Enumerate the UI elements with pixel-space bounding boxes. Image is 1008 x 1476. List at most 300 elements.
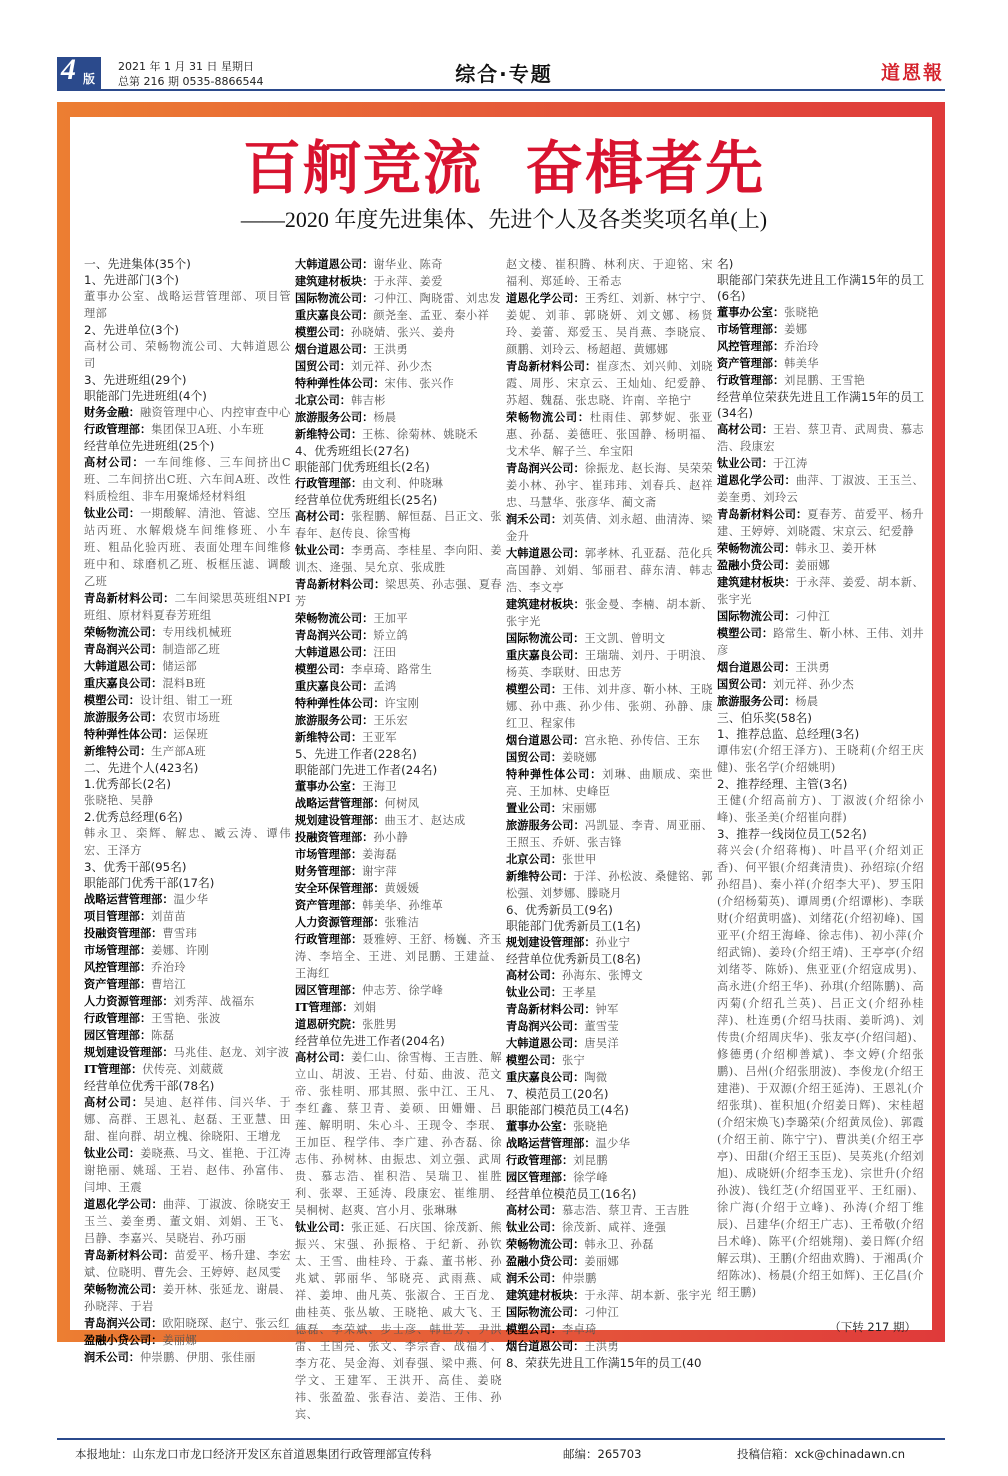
- unit-label: 国贸公司：: [506, 750, 562, 764]
- section-title: 综合·专题: [455, 62, 553, 86]
- unit-label: 道恩化学公司：: [506, 291, 585, 305]
- names: 刘元祥、孙少杰: [772, 678, 855, 691]
- unit-label: 烟台道恩公司：: [295, 342, 374, 356]
- award-entry: [506, 800, 713, 817]
- award-entry: [506, 596, 713, 630]
- award-entry: [295, 426, 502, 443]
- award-entry: [295, 880, 502, 897]
- unit-label: 旅游服务公司：: [295, 410, 374, 424]
- unit-label: 行政管理部：: [717, 373, 785, 387]
- unit-label: 建筑建材板块：: [506, 597, 585, 611]
- names: 张程鹏、解恒磊、吕正文、张春年、赵传良、徐雪梅: [295, 510, 502, 540]
- unit-label: 旅游服务公司：: [295, 713, 374, 727]
- names: 徐茂新、咸祥、逄强: [561, 1221, 667, 1234]
- unit-label: 荣畅物流公司：: [84, 1282, 163, 1296]
- award-entry: [295, 729, 502, 746]
- award-entry: [295, 307, 502, 324]
- names: 姜丽娜: [795, 559, 831, 572]
- names: 于永萍、姜爱: [373, 275, 443, 288]
- unit-label: 道恩化学公司：: [717, 473, 796, 487]
- award-entry: [717, 540, 924, 557]
- unit-label: 青岛新材料公司：: [84, 1248, 175, 1262]
- unit-label: 大韩道恩公司：: [84, 659, 163, 673]
- unit-label: 模塑公司：: [506, 682, 563, 696]
- award-entry: [84, 421, 291, 438]
- names: 杜雨佳、郭梦妮、张亚惠、孙磊、姜德旺、张国静、杨明福、戈术华、解子兰、牟宝阳: [506, 411, 713, 458]
- section-heading: 1、推荐总监、总经理(3名): [717, 727, 860, 741]
- award-entry: [84, 993, 291, 1010]
- names: 于永萍、姜爱、胡本新、张宇光: [717, 576, 924, 606]
- names: 宋丽娜: [561, 802, 597, 815]
- section-heading: 职能部门先进工作者(24名): [295, 763, 438, 777]
- award-entry: [506, 647, 713, 681]
- award-entry: [506, 409, 713, 460]
- names: 徐学峰: [573, 1171, 608, 1184]
- award-entry: [84, 1010, 291, 1027]
- award-entry: [295, 829, 502, 846]
- names: 欧阳晓琛、赵宁、张云红: [162, 1317, 290, 1330]
- names: 杨晨: [373, 411, 397, 424]
- names: 李勇高、李桂星、李向阳、姜训杰、逄强、吴允京、张成胜: [295, 544, 502, 574]
- unit-label: 投融资管理部：: [295, 830, 374, 844]
- names: 王文凯、曾明文: [584, 632, 666, 645]
- names: 孙海东、张博文: [561, 969, 644, 982]
- award-entry: [295, 812, 502, 829]
- unit-label: 钛业公司：: [506, 985, 562, 999]
- names: 王洪勇: [584, 1340, 620, 1353]
- unit-label: 钛业公司：: [295, 543, 352, 557]
- names: 赵文楼、崔积腾、林利庆、于迎铭、宋福利、郑延岭、王希志: [506, 258, 713, 288]
- section-heading: 职能部门优秀干部(17名): [84, 876, 215, 890]
- unit-label: 规划建设管理部：: [84, 1045, 174, 1059]
- section-heading: 3、先进班组(29个): [84, 373, 187, 387]
- unit-label: 荣畅物流公司：: [295, 611, 374, 625]
- names: 韩永卫、姜开林: [795, 542, 877, 555]
- names: 王洪勇: [795, 661, 831, 674]
- unit-label: 建筑建材板块：: [506, 1288, 585, 1302]
- edition-badge: [57, 53, 101, 89]
- names: 姜晓燕、马文、崔艳、于江涛谢艳丽、姚瑶、王岩、赵伟、孙富伟、闫坤、王震: [84, 1147, 291, 1194]
- award-entry: [84, 1332, 291, 1349]
- names: 张胜男: [362, 1018, 397, 1031]
- award-entry: [506, 1001, 713, 1018]
- award-entry: [295, 999, 502, 1016]
- names: 刘琳、曲顺成、栾世亮、王加林、史峰臣: [506, 768, 713, 798]
- unit-label: 钛业公司：: [295, 1220, 352, 1234]
- names: 姜开林、张延龙、谢晨、孙晓萍、于岩: [84, 1283, 291, 1313]
- footer-postcode: 邮编：265703: [563, 1447, 642, 1461]
- award-entry: [506, 1253, 713, 1270]
- award-entry: [295, 982, 502, 999]
- unit-label: 董事办公室：: [717, 305, 785, 319]
- award-entry: [717, 338, 924, 355]
- names: 一期酸解、清池、管滤、空压站丙班、水解煅烧车间维修班、小车班、粗品化验丙班、表面处理车间维修班中和、球磨机乙班、板框压滤、调酸乙班: [84, 507, 291, 588]
- names: 王孝星: [561, 986, 597, 999]
- names: 唐昊洋: [584, 1037, 620, 1050]
- names: 姜海磊: [362, 848, 397, 861]
- unit-label: 高材公司：: [506, 968, 562, 982]
- names: 曲萍、丁淑波、徐晓安王玉兰、姜奎勇、董文娟、刘娟、王飞、吕静、李嘉兴、吴晓岩、孙巧丽: [84, 1198, 291, 1245]
- names: 王乐宏: [373, 714, 409, 727]
- award-entry: [717, 625, 924, 659]
- award-entry: [506, 1135, 713, 1152]
- award-entry: [295, 914, 502, 931]
- unit-label: 旅游服务公司：: [506, 818, 585, 832]
- unit-label: 规划建设管理部：: [506, 935, 596, 949]
- text-column-4: [717, 256, 924, 1423]
- award-entry: [295, 273, 502, 290]
- issue-info: [118, 59, 263, 89]
- award-entry: [84, 624, 291, 641]
- footer-address: 本报地址：山东龙口市龙口经济开发区东首道恩集团行政管理部宣传科: [75, 1447, 432, 1461]
- unit-label: 青岛新材料公司：: [506, 359, 597, 373]
- unit-label: 财务管理部：: [295, 864, 363, 878]
- award-entry: [295, 392, 502, 409]
- name-list: [717, 842, 924, 1301]
- award-entry: [295, 256, 502, 273]
- award-entry: [84, 925, 291, 942]
- names: 设计组、钳工一班: [139, 694, 233, 707]
- header-divider: [57, 89, 945, 91]
- names: 宋伟、张兴作: [384, 377, 455, 390]
- unit-label: 北京公司：: [506, 852, 562, 866]
- award-entry: [295, 358, 502, 375]
- award-entry: [84, 1247, 291, 1281]
- award-entry: [84, 1061, 291, 1078]
- award-entry: [84, 726, 291, 743]
- award-entry: [506, 511, 713, 545]
- names: 王洪勇: [373, 343, 409, 356]
- unit-label: 旅游服务公司：: [84, 710, 163, 724]
- name-list: [84, 288, 291, 322]
- unit-label: 烟台道恩公司：: [717, 660, 796, 674]
- unit-label: 行政管理部：: [295, 932, 363, 946]
- unit-label: 安全环保管理部：: [295, 881, 385, 895]
- award-entry: [84, 1027, 291, 1044]
- award-entry: [295, 712, 502, 729]
- award-entry: [506, 1219, 713, 1236]
- award-entry: [84, 959, 291, 976]
- award-entry: [84, 908, 291, 925]
- names: 董事办公室、战略运营管理部、项目管理部: [84, 290, 291, 320]
- unit-label: 模塑公司：: [84, 693, 140, 707]
- continued-note: （下转 217 期）: [829, 1320, 916, 1334]
- names: 刘元祥、孙少杰: [350, 360, 433, 373]
- names: 制造部乙班: [162, 643, 221, 656]
- names: 吴迪、赵祥伟、闫兴华、于娜、高群、王恩礼、赵磊、王亚慧、田甜、崔向群、胡立槐、徐晓阳、王增龙: [84, 1096, 291, 1143]
- section-heading: 1.优秀部长(2名): [84, 777, 171, 791]
- unit-label: 荣畅物流公司：: [506, 410, 590, 424]
- name-list: [717, 792, 924, 826]
- unit-label: 国际物流公司：: [506, 1305, 585, 1319]
- award-entry: [84, 743, 291, 760]
- names: 乔治玲: [784, 340, 819, 353]
- award-entry: [84, 454, 291, 505]
- names: 刘娟: [353, 1001, 377, 1014]
- names: 慕志浩、蔡卫青、王吉胜: [561, 1204, 690, 1217]
- names: 苗爱平、杨升建、李宏斌、位晓明、曹先会、王婷婷、赵凤雯: [84, 1249, 291, 1279]
- names: 崔彦杰、刘兴帅、刘晓霞、周彤、宋京云、王灿灿、纪爱静、苏超、魏磊、张忠晓、许南、辛艳宁: [506, 360, 713, 407]
- award-entry: [717, 304, 924, 321]
- unit-label: 资产管理部：: [717, 356, 785, 370]
- award-entry: [295, 1016, 502, 1033]
- names: 张晓艳: [784, 306, 819, 319]
- unit-label: 新维特公司：: [295, 427, 363, 441]
- award-entry: [506, 1069, 713, 1086]
- unit-label: 青岛新材料公司：: [717, 507, 808, 521]
- unit-label: 荣畅物流公司：: [717, 541, 796, 555]
- names: 杨晨: [795, 695, 819, 708]
- names: 韩永卫、栾辉、解忠、臧云涛、谭伟宏、王泽方: [84, 827, 291, 857]
- names: 刁仲江: [795, 610, 831, 623]
- unit-label: 特种弹性体公司：: [506, 767, 603, 781]
- unit-label: 模塑公司：: [717, 626, 774, 640]
- names: 专用线机械班: [162, 626, 232, 639]
- award-entry: [506, 460, 713, 511]
- unit-label: 润禾公司：: [506, 512, 563, 526]
- section-heading: 7、模范员工(20名): [506, 1087, 609, 1101]
- names: 谢宇萍: [362, 865, 397, 878]
- award-entry: [506, 1338, 713, 1355]
- names: 谭伟宏(介绍王泽方)、王晓莉(介绍王庆健)、张名学(介绍姚明): [717, 744, 924, 774]
- unit-label: 道恩化学公司：: [84, 1197, 163, 1211]
- unit-label: 人力资源管理部：: [84, 994, 174, 1008]
- award-entry: [506, 358, 713, 409]
- unit-label: 重庆嘉良公司：: [506, 1070, 585, 1084]
- award-entry: [295, 644, 502, 661]
- award-entry: [717, 608, 924, 625]
- award-entry: [295, 678, 502, 695]
- section-heading: 职能部门先进班组(4个): [84, 389, 207, 403]
- names: 刘英倩、刘永超、曲清涛、梁金升: [506, 513, 713, 543]
- footer: [0, 1446, 1008, 1476]
- names: 王加平: [373, 612, 409, 625]
- award-entry: [84, 505, 291, 590]
- award-entry: [295, 795, 502, 812]
- names: 宫永艳、孙传信、王东: [584, 734, 701, 747]
- unit-label: 特种弹性体公司：: [295, 696, 385, 710]
- names: 二车间梁思英班组NPI班组、原材料夏春芳班组: [84, 592, 291, 622]
- award-entry: [84, 1349, 291, 1366]
- names: 郭孝林、孔亚磊、范化兵高国静、刘娟、邹丽君、薛东清、韩志浩、李文亭: [506, 547, 713, 594]
- names: 姜仁山、徐雪梅、王吉胜、解立山、胡波、王岩、付茹、曲波、范文帝、张桂明、邢其照、张中江、王凡、李红鑫、蔡卫青、姜硕、田姗姗、吕莲、解明明、朱心斗、王现令、李珉、王加臣、程学伟、李广建、孙杏磊、徐志伟、孙树林、由振忠、刘立强、武周贵、慕志浩、崔积浩、吴瑞卫、崔胜利、张翠、王延涛、段康宏、崔维朋、吴桐树、赵爽、宫小月、张琳琳: [295, 1051, 502, 1217]
- unit-label: 项目管理部：: [84, 909, 152, 923]
- award-entry: [84, 641, 291, 658]
- unit-label: 资产管理部：: [84, 977, 152, 991]
- unit-label: IT管理部：: [295, 1000, 354, 1014]
- unit-label: 青岛润兴公司：: [506, 461, 585, 475]
- names: 集团保卫A班、小车班: [151, 423, 264, 436]
- award-entry: [506, 630, 713, 647]
- section-heading: 经营单位先进工作者(204名): [295, 1034, 445, 1048]
- unit-label: 高材公司：: [84, 1095, 144, 1109]
- unit-label: 烟台道恩公司：: [506, 733, 585, 747]
- names: 韩永卫、孙磊: [584, 1238, 654, 1251]
- award-entry: [506, 1118, 713, 1135]
- section-heading: 2、先进单位(3个): [84, 323, 179, 337]
- names: 储运部: [162, 660, 198, 673]
- text-column-2: [295, 256, 502, 1423]
- award-entry: [84, 675, 291, 692]
- award-entry: [717, 455, 924, 472]
- award-entry: [717, 472, 924, 506]
- award-entry: [506, 1202, 713, 1219]
- section-heading: 6、优秀新员工(9名): [506, 903, 613, 917]
- names: 姜娜、许刚: [151, 944, 210, 957]
- names: 王栋、徐菊林、姚晓禾: [362, 428, 479, 441]
- unit-label: 模塑公司：: [506, 1053, 562, 1067]
- award-entry: [295, 863, 502, 880]
- names: 聂雅婷、王舒、杨巍、齐玉涛、李培全、王进、刘昆鹏、王建益、王海红: [295, 933, 502, 980]
- section-heading: 职能部门优秀班组长(2名): [295, 460, 430, 474]
- names: 谢华业、陈奇: [373, 258, 443, 271]
- award-entry: [295, 778, 502, 795]
- section-heading: 经营单位模范员工(16名): [506, 1187, 637, 1201]
- section-heading: 职能部门荣获先进且工作满15年的员工(6名): [717, 273, 924, 303]
- section-heading: 经营单位优秀班组长(25名): [295, 493, 438, 507]
- section-heading: 经营单位先进班组(25个): [84, 439, 215, 453]
- unit-label: 模塑公司：: [295, 325, 351, 339]
- section-heading: 经营单位荣获先进且工作满15年的员工(34名): [717, 390, 924, 420]
- unit-label: 置业公司：: [506, 801, 562, 815]
- award-entry: [717, 693, 924, 710]
- names: 混料B班: [162, 677, 206, 690]
- unit-label: 青岛润兴公司：: [506, 1019, 585, 1033]
- section-heading: 1、先进部门(3个): [84, 273, 179, 287]
- unit-label: 青岛新材料公司：: [295, 577, 386, 591]
- section-heading: 经营单位优秀新员工(8名): [506, 952, 641, 966]
- names: 温少华: [595, 1137, 631, 1150]
- names: 刘苗苗: [151, 910, 186, 923]
- names: 高材公司、荣畅物流公司、大韩道恩公司: [84, 340, 291, 370]
- issue-date: 2021 年 1 月 31 日 星期日: [118, 60, 254, 73]
- name-list: [84, 825, 291, 859]
- award-entry: [84, 891, 291, 908]
- award-entry: [717, 574, 924, 608]
- award-entry: [506, 749, 713, 766]
- award-entry: [84, 1196, 291, 1247]
- unit-label: 园区管理部：: [506, 1170, 574, 1184]
- section-heading: 一、先进集体(35个): [84, 257, 191, 271]
- award-entry: [506, 1035, 713, 1052]
- award-entry: [506, 732, 713, 749]
- section-heading: 三、伯乐奖(58名): [717, 711, 812, 725]
- award-entry: [295, 1049, 502, 1219]
- names: 一车间维修、三车间挤出C班、二车间挤出C班、六车间A班、改性料质检组、非车用聚烯烃材料组: [84, 456, 291, 503]
- names: 仲崇鹏、伊朋、张佳丽: [139, 1351, 256, 1364]
- unit-label: 旅游服务公司：: [717, 694, 796, 708]
- section-heading: 名): [717, 257, 734, 271]
- award-entry: [506, 290, 713, 358]
- unit-label: 钛业公司：: [506, 1220, 562, 1234]
- unit-label: 钛业公司：: [84, 1146, 141, 1160]
- award-entry: [506, 1052, 713, 1069]
- award-entry: [295, 475, 502, 492]
- unit-label: 行政管理部：: [295, 476, 363, 490]
- section-heading: 2.优秀总经理(6名): [84, 810, 183, 824]
- award-entry: [506, 934, 713, 951]
- section-heading: 3、推荐一线岗位员工(52名): [717, 827, 867, 841]
- unit-label: 新维特公司：: [84, 744, 152, 758]
- names: 伏传亮、刘葳葳: [142, 1063, 224, 1076]
- names: 刁仲江: [584, 1306, 620, 1319]
- names: 运保班: [173, 728, 209, 741]
- unit-label: 行政管理部：: [506, 1153, 574, 1167]
- award-entry: [84, 942, 291, 959]
- names: 刁仲江、陶晓雷、刘忠发: [373, 292, 501, 305]
- text-column-1: [84, 256, 291, 1423]
- names: 王海卫: [362, 780, 397, 793]
- names: 韩美华: [784, 357, 819, 370]
- page-flow: [0, 256, 1008, 1476]
- award-entry: [84, 404, 291, 421]
- section-heading: 经营单位优秀干部(78名): [84, 1079, 215, 1093]
- names: 董雪莹: [584, 1020, 620, 1033]
- text-column-3: [506, 256, 713, 1423]
- unit-label: 市场管理部：: [295, 847, 363, 861]
- award-entry: [84, 1315, 291, 1332]
- award-entry: [506, 967, 713, 984]
- unit-label: 青岛润兴公司：: [84, 1316, 163, 1330]
- award-entry: [506, 984, 713, 1001]
- newspaper-logo: 道恩報: [880, 62, 944, 84]
- names: 于洋、孙松波、桑健铭、郭松强、刘梦娜、滕晓月: [506, 870, 713, 900]
- award-entry: [295, 341, 502, 358]
- award-entry: [506, 851, 713, 868]
- unit-label: 特种弹性体公司：: [295, 376, 385, 390]
- names: 王伟、刘井彦、靳小林、王晓娜、孙中燕、孙少伟、张朔、孙静、康红卫、程家伟: [506, 683, 713, 730]
- unit-label: 战略运营管理部：: [84, 892, 174, 906]
- names: 王岩、蔡卫青、武周贵、慕志浩、段康宏: [717, 423, 924, 453]
- names: 黄媛媛: [384, 882, 420, 895]
- names: 温少华: [173, 893, 209, 906]
- names: 曲萍、丁淑波、王玉兰、姜奎勇、刘玲云: [717, 474, 924, 504]
- award-entry: [295, 610, 502, 627]
- name-list: [506, 256, 713, 290]
- unit-label: 资产管理部：: [295, 898, 363, 912]
- name-list: [717, 742, 924, 776]
- names: 仲崇鹏: [561, 1272, 597, 1285]
- award-entry: [295, 290, 502, 307]
- award-entry: [295, 695, 502, 712]
- section-heading: 二、先进个人(423名): [84, 761, 199, 775]
- names: 曹雪玮: [162, 927, 198, 940]
- names: 刘秀萍、战福东: [173, 995, 255, 1008]
- names: 颜尧奎、孟亚、秦小祥: [373, 309, 490, 322]
- award-entry: [717, 372, 924, 389]
- name-list: [84, 338, 291, 372]
- names: 张晓艳: [573, 1120, 608, 1133]
- names: 王健(介绍高前方)、丁淑波(介绍徐小峰)、张圣美(介绍崔向群): [717, 794, 924, 824]
- award-entry: [506, 545, 713, 596]
- unit-label: 润禾公司：: [84, 1350, 140, 1364]
- names: 陶微: [584, 1071, 608, 1084]
- section-heading: 5、先进工作者(228名): [295, 747, 417, 761]
- names: 张雅洁: [384, 916, 420, 929]
- footer-email: 投稿信箱：xck@chinadawn.cn: [737, 1447, 906, 1461]
- section-heading: 4、优秀班组长(27名): [295, 444, 410, 458]
- award-entry: [84, 590, 291, 624]
- award-entry: [295, 542, 502, 576]
- names: 张宁: [561, 1054, 586, 1067]
- names: 仲志芳、徐学峰: [362, 984, 444, 997]
- unit-label: 特种弹性体公司：: [84, 727, 174, 741]
- names: 张金曼、李楠、胡本新、张宇光: [506, 598, 713, 628]
- unit-label: 财务金融：: [84, 405, 140, 419]
- unit-label: 园区管理部：: [84, 1028, 152, 1042]
- names: 梁思英、孙志强、夏春芳: [295, 578, 502, 608]
- award-entry: [506, 1270, 713, 1287]
